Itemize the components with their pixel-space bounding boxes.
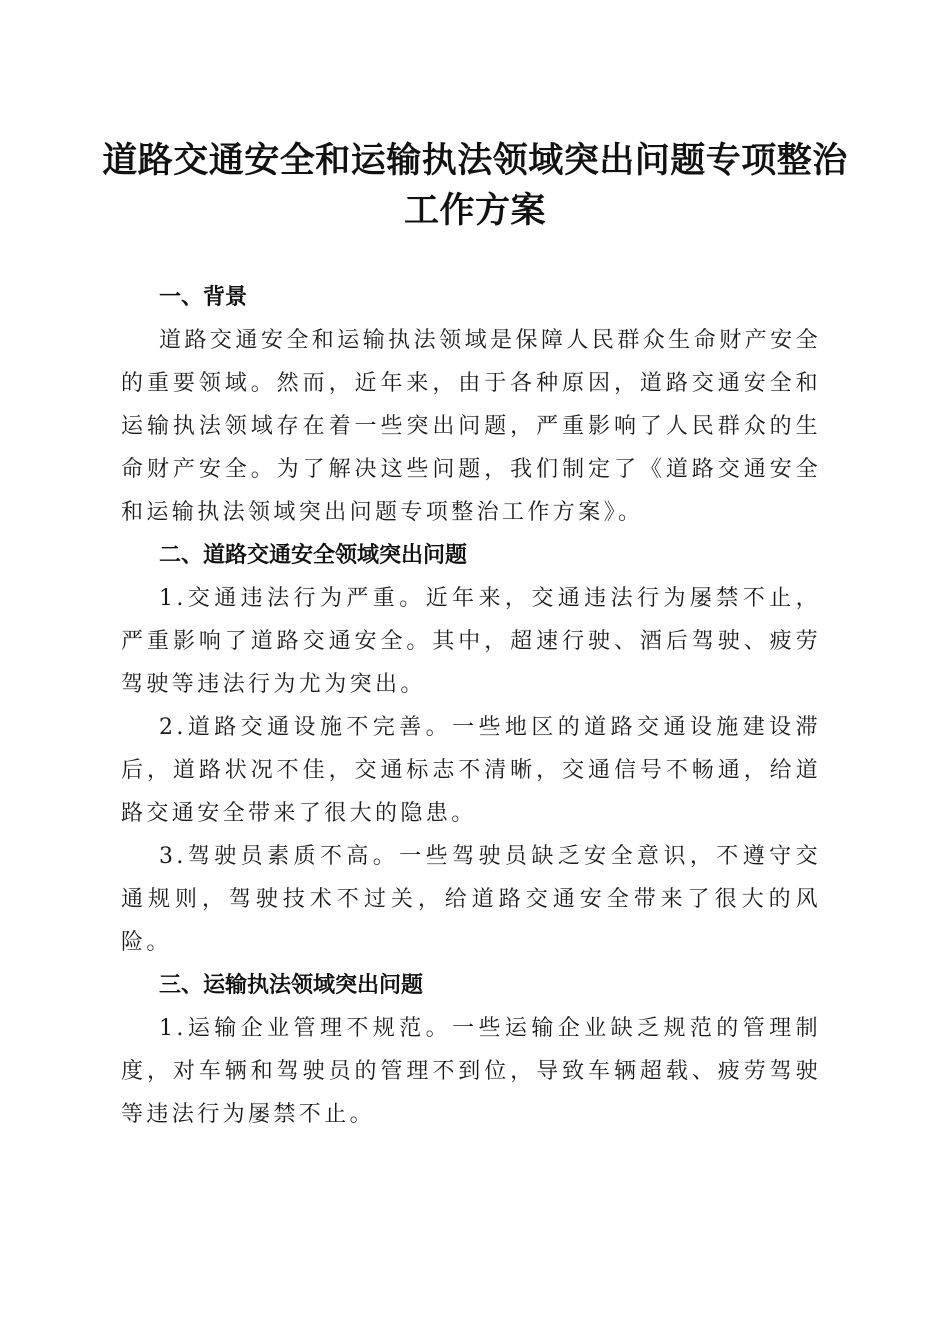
section-road-traffic-issues xyxy=(121,534,821,964)
section-heading: 三、运输执法领域突出问题 xyxy=(159,973,424,998)
section-heading: 一、背景 xyxy=(159,285,248,310)
paragraph: 1.交通违法行为严重。近年来，交通违法行为屡禁不止，严重影响了道路交通安全。其中，超速行驶、酒后驾驶、疲劳驾驶等违法行为尤为突出。 xyxy=(121,586,821,697)
paragraph: 1.运输企业管理不规范。一些运输企业缺乏规范的管理制度，对车辆和驾驶员的管理不到位，导致车辆超载、疲劳驾驶等违法行为屡禁不止。 xyxy=(121,1016,821,1127)
paragraph: 2.道路交通设施不完善。一些地区的道路交通设施建设滞后，道路状况不佳，交通标志不清晰，交通信号不畅通，给道路交通安全带来了很大的隐患。 xyxy=(121,715,821,826)
section-heading: 二、道路交通安全领域突出问题 xyxy=(159,543,468,568)
paragraph: 道路交通安全和运输执法领域是保障人民群众生命财产安全的重要领域。然而，近年来，由于各种原因，道路交通安全和运输执法领域存在着一些突出问题，严重影响了人民群众的生命财产安全。为了解决这些问题，我们制定了《道路交通安全和运输执法领域突出问题专项整治工作方案》。 xyxy=(121,328,821,525)
document-title: 道路交通安全和运输执法领域突出问题专项整治工作方案 xyxy=(102,140,848,231)
document-body xyxy=(121,276,821,1136)
section-background xyxy=(121,276,821,534)
paragraph: 3.驾驶员素质不高。一些驾驶员缺乏安全意识，不遵守交通规则，驾驶技术不过关，给道路交通安全带来了很大的风险。 xyxy=(121,844,821,955)
section-transport-enforcement-issues xyxy=(121,964,821,1136)
